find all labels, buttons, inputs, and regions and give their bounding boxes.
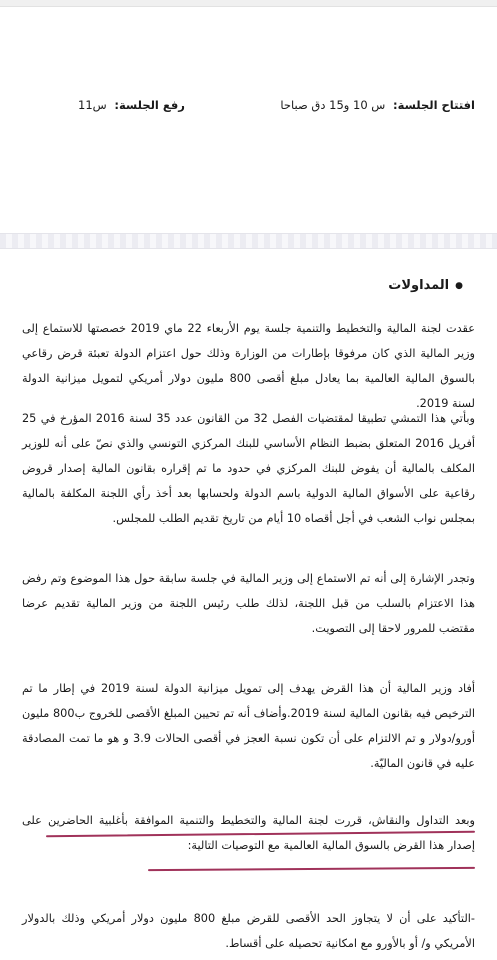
closing-time: س11 xyxy=(78,98,107,112)
paragraph-5-decision: وبعد التداول والنقاش، قررت لجنة المالية والتخطيط والتنمية الموافقة بأغلبية الحاضرين على إصدار هذا القرض بالسوق المالية العالمية مع التوصيات التالية: xyxy=(22,814,475,852)
section-heading xyxy=(388,278,463,293)
section-heading-text: المداولات xyxy=(388,278,450,293)
session-times xyxy=(78,94,475,116)
bullet-icon: ● xyxy=(455,280,463,291)
paragraph-4: أفاد وزير المالية أن هذا القرض يهدف إلى تمويل ميزانية الدولة لسنة 2019 في إطار ما تم الترخيص فيه بقانون المالية لسنة 2019.وأضاف أنه تم تحيين المبلغ الأقصى للخروج ب800 مليون أورو/دولار و تم الالتزام على أن تكون نسبة العجز في أقصى الحالات 3.9 و هو ما تمت المصادقة عليه في قانون الماليّة. xyxy=(22,682,475,770)
paragraph-1: عقدت لجنة المالية والتخطيط والتنمية جلسة يوم الأربعاء 22 ماي 2019 خصصتها للاستماع إلى وزير المالية الذي كان مرفوقا بإطارات من الوزارة وذلك حول اعتزام الدولة تعبئة قرض رقاعي بالسوق المالية العالمية بما يعادل مبلغ أقصى 800 مليون دولار أمريكي لتمويل ميزانية الدولة لسنة 2019. xyxy=(22,322,475,410)
closing-label: رفع الجلسة: xyxy=(114,98,185,112)
opening-label: افتتاح الجلسة: xyxy=(393,98,475,112)
paragraph-6-recommendation: -التأكيد على أن لا يتجاوز الحد الأقصى للقرض مبلغ 800 مليون دولار أمريكي وذلك بالدولار الأمريكي و/ أو بالأورو مع امكانية تحصيله على أقساط. xyxy=(22,912,475,950)
page-top-edge xyxy=(0,0,497,7)
page-break-divider xyxy=(0,233,497,249)
paragraph-2: وبأتي هذا التمشي تطبيقا لمقتضيات الفصل 32 من القانون عدد 35 لسنة 2016 المؤرخ في 25 أفريل 2016 المتعلق بضبط النظام الأساسي للبنك المركزي التونسي والذي نصّ على أنه للوزير المكلف بالمالية أن يفوض للبنك المركزي في حدود ما تم إقراره بقانون المالية إصدار قروض رقاعية على الأسواق المالية الدولية باسم الدولة ولحسابها بعد أخذ رأي اللجنة المكلفة بالمالية بمجلس نواب الشعب في أجل أقصاه 10 أيام من تاريخ تقديم الطلب للمجلس. xyxy=(22,412,475,525)
session-closing xyxy=(78,98,185,112)
handdrawn-underline-2 xyxy=(148,867,475,871)
paragraph-3: وتجدر الإشارة إلى أنه تم الاستماع إلى وزير المالية في جلسة سابقة حول هذا الموضوع وتم رفض هذا الاعتزام بالسلب من قبل اللجنة، لذلك طلب رئيس اللجنة من وزير المالية تقديم عرضا مقتضب للمرور لاحقا إلى التصويت. xyxy=(22,572,475,635)
session-opening xyxy=(280,98,475,112)
opening-time: س 10 و15 دق صباحا xyxy=(280,98,386,112)
